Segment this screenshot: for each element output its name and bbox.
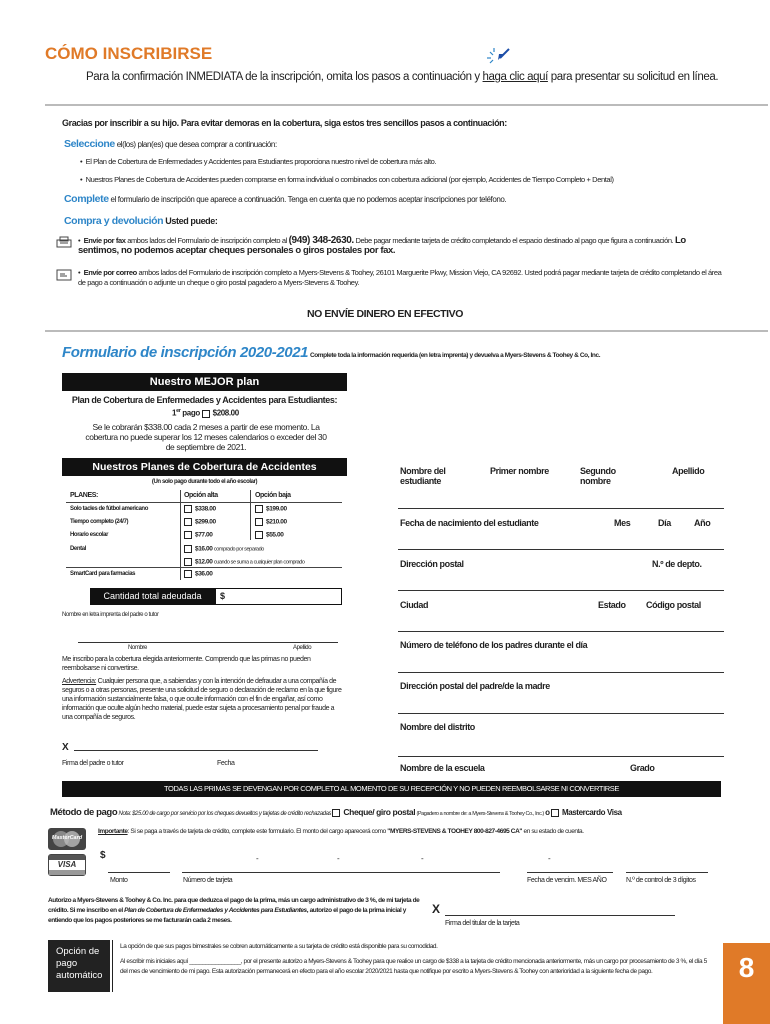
- visa-logo-text: VISA: [57, 860, 77, 869]
- fax-instructions: • Envíe por fax ambos lados del Formulario de inscripción completo al (949) 348-2630. Debe pagar mediante tarjeta de crédito completando el espacio destinado al pago que figura a continuación. Lo sentimos, no podemos aceptar cheques personales o giros postales por fax.: [78, 235, 686, 256]
- divider: [45, 330, 768, 332]
- address-label: Dirección postal: [400, 559, 464, 569]
- col-plans: PLANES:: [70, 492, 98, 499]
- fax-label: Envíe por fax: [83, 236, 126, 245]
- important-text: : Si se paga a través de tarjeta de crédito, complete este formulario. El monto del cargo aparecerá como: [127, 828, 386, 835]
- dental-option-1: [184, 545, 264, 553]
- subtitle-text: Para la confirmación INMEDIATA de la inscripción, omita los pasos a continuación y: [86, 71, 483, 83]
- payment-ordinal-sup: er: [176, 408, 181, 414]
- address-field[interactable]: [398, 590, 724, 591]
- card-number-label: Número de tarjeta: [183, 877, 233, 884]
- plan-row-low: [255, 518, 287, 526]
- fax-text: ambos lados del Formulario de inscripción completo al: [127, 236, 287, 245]
- total-due-input[interactable]: [215, 588, 342, 605]
- second-name-label: Segundo nombre: [580, 466, 616, 486]
- auto-pay-label: Opción de pago automático: [48, 940, 110, 992]
- plan-price: $338.00: [195, 505, 216, 513]
- date-label: Fecha: [217, 760, 235, 767]
- plan-checkbox[interactable]: [255, 531, 263, 539]
- authorize-text-1: Autorizo a Myers-Stevens & Toohey & Co. Inc. para que deduzca el pago de la prima, más un cargo administrativo de 3 %, de mi tarjeta de crédito. Si me inscribo en el: [48, 897, 420, 914]
- form-header: [62, 344, 600, 361]
- bullet-2-text: Nuestros Planes de Cobertura de Accidentes pueden comprarse en forma individual o combinados con cobertura adicional (por ejemplo, Accidentes de Tiempo Completo + Dental): [85, 175, 614, 184]
- fax-text-2: Debe pagar mediante tarjeta de crédito completando el espacio destinado al pago que figura a continuación.: [355, 236, 674, 245]
- col-high: Opción alta: [184, 492, 218, 499]
- plan-price: $210.00: [266, 518, 287, 526]
- best-plan-payment: [172, 408, 239, 418]
- expiry-label: Fecha de vencim. MES AÑO: [527, 877, 607, 884]
- card-x-mark: X: [432, 902, 441, 916]
- warning-label: Advertencia:: [62, 678, 97, 685]
- step-buy-label: Compra y devolución: [64, 215, 164, 227]
- important-label: Importante: [98, 828, 128, 835]
- total-due-label: Cantidad total adeudada: [90, 588, 215, 605]
- zip-label: Código postal: [646, 600, 701, 610]
- authorize-text-2: , autorizo el pago de la prima inicial y entiendo que los pagos posteriores se me facturarán cada 2 meses.: [48, 907, 407, 924]
- payment-label: pago: [182, 408, 200, 418]
- payment-amount: $208.00: [212, 408, 239, 418]
- signature-label: Firma del padre o tutor: [62, 760, 124, 767]
- card-dash: -: [337, 854, 340, 863]
- mail-label: Envíe por correo: [83, 268, 137, 277]
- authorization-text: [48, 896, 430, 926]
- parent-name-field[interactable]: [78, 642, 338, 643]
- plan-row-name: Tiempo completo (24/7): [70, 519, 129, 525]
- payment-method-label: Método de pago: [50, 807, 118, 818]
- smartcard-price: $36.00: [195, 570, 213, 578]
- plan-checkbox[interactable]: [184, 518, 192, 526]
- student-name-label: Nombre del estudiante: [400, 466, 446, 486]
- plan-checkbox[interactable]: [255, 518, 263, 526]
- intro-text: Gracias por inscribir a su hijo. Para evitar demoras en la cobertura, siga estos tres sencillos pasos a continuación:: [62, 118, 507, 128]
- page-number: 8: [738, 952, 755, 983]
- phone-field[interactable]: [398, 672, 724, 673]
- card-checkbox[interactable]: [551, 809, 559, 817]
- plan-row-low: [255, 531, 283, 539]
- refund-notice: TODAS LAS PRIMAS SE DEVENGAN POR COMPLETO AL MOMENTO DE SU RECEPCIÓN Y NO PUEDEN REEMBOLSARSE NI CONVERTIRSE: [62, 781, 721, 797]
- payment-method-note: Nota: $25.00 de cargo por servicio por los cheques devueltos y tarjetas de crédito rechazadas: [118, 811, 332, 817]
- fax-number: (949) 348-2630.: [288, 235, 354, 246]
- district-field[interactable]: [398, 756, 724, 757]
- phone-label: Número de teléfono de los padres durante el día: [400, 640, 588, 650]
- no-cash-notice: NO ENVÍE DINERO EN EFECTIVO: [306, 308, 464, 320]
- dob-label: Fecha de nacimiento del estudiante: [400, 518, 539, 528]
- plan-checkbox[interactable]: [184, 505, 192, 513]
- cardholder-signature-label: Firma del titular de la tarjeta: [445, 920, 520, 927]
- mastercard-label: Mastercard: [561, 808, 601, 817]
- name-label: Nombre: [128, 645, 147, 651]
- step-bullet-2: • Nuestros Planes de Cobertura de Accidentes pueden comprarse en forma individual o combinados con cobertura adicional (por ejemplo, Accidentes de Tiempo Completo + Dental): [80, 175, 614, 184]
- year-label: Año: [694, 518, 711, 528]
- accident-plans-sub: (Un solo pago durante todo el año escolar): [151, 479, 258, 485]
- card-dash: -: [421, 854, 424, 863]
- mail-icon: [56, 269, 72, 281]
- plan-row-high: [184, 518, 216, 526]
- cvv-field[interactable]: [626, 872, 708, 873]
- col-divider: [250, 490, 251, 540]
- dental-label: Dental: [70, 546, 86, 552]
- expiry-dash: -: [548, 854, 551, 863]
- authorize-plan-name: Plan de Cobertura de Enfermedades y Accidentes para Estudiantes: [124, 907, 307, 914]
- amount-field[interactable]: [108, 872, 170, 873]
- plan-checkbox[interactable]: [255, 505, 263, 513]
- district-label: Nombre del distrito: [400, 722, 475, 732]
- step-buy: [64, 215, 218, 227]
- plan-row-high: [184, 531, 212, 539]
- col-low: Opción baja: [255, 492, 291, 499]
- accident-plans-header: Nuestros Planes de Cobertura de Accidentes: [62, 458, 347, 476]
- subtitle-text-end: para presentar su solicitud en línea.: [547, 71, 719, 83]
- visa-label: o Visa: [600, 808, 622, 817]
- auto-pay-line-2: Al escribir mis iniciales aquí ________________, por el presente autorizo a Myers-Stevens & Toohey para que realice un cargo de $338 a la tarjeta de crédito mencionada anteriormente, más un cargo por procesamiento de 3 %, el día 5 del mes de vencimiento de mi pago. Esta autorización permanecerá en efecto para el año escolar 2020/2021 hasta que notifique por escrito a Myers-Stevens & Toohey con anterioridad a la siguiente fecha de pago.: [120, 958, 707, 975]
- student-name-field[interactable]: [398, 508, 724, 509]
- day-label: Día: [658, 518, 671, 528]
- mail-instructions: • Envíe por correo ambos lados del Formulario de inscripción completo a Myers-Stevens & Toohey, 26101 Marguerite Pkwy, Mission Viejo, CA 92692. Usted podrá pagar mediante tarjeta de crédito completando el área de pago a continuación o adjunte un cheque o giro postal pagadero a Myers-Stevens & Toohey.: [78, 268, 722, 287]
- plan-price: $55.00: [266, 531, 284, 539]
- card-number-field[interactable]: [182, 872, 500, 873]
- plan-price: $199.00: [266, 505, 287, 513]
- cvv-label: N.º de control de 3 dígitos: [626, 877, 696, 884]
- form-title: Formulario de inscripción 2020-2021: [62, 344, 309, 361]
- city-label: Ciudad: [400, 600, 429, 610]
- step-buy-text: Usted puede:: [165, 216, 218, 226]
- surname-label: Apellido: [293, 645, 312, 651]
- mail-text: ambos lados del Formulario de inscripción completo a Myers-Stevens & Toohey, 26101 Marguerite Pkwy, Mission Viejo, CA 92692. Usted podrá pagar mediante tarjeta de crédito completando el área de pago a continuación o adjunte un cheque o giro postal pagadero a Myers-Stevens & Toohey.: [78, 268, 722, 287]
- parent-signature-field[interactable]: [74, 750, 318, 751]
- form-instructions: Complete toda la información requerida (en letra imprenta) y devuelva a Myers-Stevens & Toohey & Co, Inc.: [309, 352, 601, 359]
- step-complete: [64, 193, 506, 205]
- best-plan-header: Nuestro MEJOR plan: [62, 373, 347, 391]
- step-select-label: Seleccione: [64, 138, 115, 150]
- check-note: (Pagadero a nombre de: a Myers-Stevens & Toohey Co., Inc.): [416, 811, 544, 817]
- header-subtitle: [86, 71, 718, 83]
- plan-price: $77.00: [195, 531, 213, 539]
- step-bullet-1: • El Plan de Cobertura de Enfermedades y Accidentes para Estudiantes proporciona nuestro nivel de cobertura más alto.: [80, 157, 437, 166]
- dollar-sign: $: [220, 591, 226, 601]
- grade-label: Grado: [630, 763, 655, 773]
- visa-logo: [48, 854, 86, 876]
- table-rule: [66, 502, 342, 503]
- parent-address-field[interactable]: [398, 713, 724, 714]
- divider: [45, 104, 768, 106]
- payment-ordinal: 1: [172, 408, 177, 418]
- parent-address-label: Dirección postal del padre/de la madre: [400, 681, 550, 691]
- plan-row-high: [184, 505, 216, 513]
- best-plan-checkbox[interactable]: [202, 410, 210, 418]
- click-cursor-icon: [484, 46, 512, 68]
- dental-price: $16.00: [195, 545, 213, 553]
- dental-checkbox[interactable]: [184, 545, 192, 553]
- amount-label: Monto: [110, 877, 128, 884]
- page-title: CÓMO INSCRIBIRSE: [45, 44, 213, 63]
- cardholder-signature-field[interactable]: [445, 915, 675, 916]
- month-label: Mes: [614, 518, 631, 528]
- fax-icon: [56, 236, 72, 248]
- bullet-1-text: El Plan de Cobertura de Enfermedades y Accidentes para Estudiantes proporciona nuestro nivel de cobertura más alto.: [85, 157, 437, 166]
- page-number-tab: [723, 943, 770, 1024]
- online-enroll-link[interactable]: haga clic aquí: [482, 71, 548, 83]
- school-label: Nombre de la escuela: [400, 763, 485, 773]
- fax-warning: Lo sentimos, no podemos aceptar cheques personales o giros postales por fax.: [78, 235, 686, 256]
- dental-note: cuando se suma a cualquier plan comprado: [213, 559, 305, 566]
- city-field[interactable]: [398, 631, 724, 632]
- important-end: en su estado de cuenta.: [523, 828, 584, 835]
- smartcard-label: SmartCard para farmacias: [70, 571, 136, 577]
- plan-row-low: [255, 505, 287, 513]
- state-label: Estado: [598, 600, 626, 610]
- payment-method-row: [50, 807, 622, 818]
- mastercard-logo: [48, 828, 86, 850]
- surname-label: Apellido: [672, 466, 705, 476]
- warning-text: [62, 677, 344, 722]
- auto-pay-divider: [112, 940, 113, 992]
- smartcard-checkbox[interactable]: [184, 570, 192, 578]
- plan-row-name: Solo tacles de fútbol americano: [70, 506, 148, 512]
- smartcard-option: [184, 570, 212, 578]
- check-label: Cheque/ giro postal: [343, 807, 416, 817]
- dental-note: comprado por separado: [213, 546, 264, 553]
- plan-row-name: Horario escolar: [70, 532, 109, 538]
- table-rule: [66, 567, 342, 568]
- step-select: [64, 138, 277, 150]
- warning-body: Cualquier persona que, a sabiendas y con la intención de defraudar a una compañía de seguros o a otras personas, presente una solicitud de seguro o declaración de reclamo en la que figure una información sustancialmente falsa, o que oculte información con el fin de engañar, así como información que oculte algún hecho material, puede estar sujeta a procesamiento penal por fraude a una compañía de seguros.: [62, 678, 342, 721]
- expiry-field[interactable]: [527, 872, 613, 873]
- first-name-label: Primer nombre: [490, 466, 549, 476]
- consent-text: Me inscribo para la cobertura elegida anteriormente. Comprendo que las primas no pueden reembolsarse ni convertirse.: [62, 656, 311, 672]
- card-dash: -: [256, 854, 259, 863]
- step-select-text: el(los) plan(es) que desea comprar a continuación:: [116, 140, 277, 149]
- mastercard-logo-text: MasterCard: [51, 835, 83, 841]
- step-complete-label: Complete: [64, 193, 109, 205]
- plan-price: $299.00: [195, 518, 216, 526]
- dental-checkbox[interactable]: [184, 558, 192, 566]
- auto-pay-line-1: La opción de que sus pagos bimestrales se cobren automáticamente a su tarjeta de crédito está disponible para su comodidad.: [120, 943, 438, 950]
- dob-field[interactable]: [398, 549, 724, 550]
- x-mark: X: [62, 742, 69, 753]
- dental-price: $12.00: [195, 558, 213, 566]
- best-plan-name: Plan de Cobertura de Enfermedades y Accidentes para Estudiantes:: [71, 395, 338, 405]
- dental-option-2: [184, 558, 305, 566]
- amount-dollar: $: [100, 850, 106, 861]
- or-text: o: [545, 808, 550, 817]
- plan-checkbox[interactable]: [184, 531, 192, 539]
- important-note: [98, 828, 584, 835]
- check-checkbox[interactable]: [332, 809, 340, 817]
- step-complete-text: el formulario de inscripción que aparece a continuación. Tenga en cuenta que no podemos aceptar inscripciones por teléfono.: [110, 195, 507, 204]
- print-name-label: Nombre en letra imprenta del padre o tutor: [62, 612, 159, 618]
- billing-descriptor: "MYERS-STEVENS & TOOHEY 800-827-4695 CA": [387, 828, 523, 835]
- apt-label: N.º de depto.: [652, 559, 702, 569]
- best-plan-note: Se le cobrarán $338.00 cada 2 meses a partir de ese momento. La cobertura no puede superar los 12 meses calendarios o exceder del 30 de septiembre de 2021.: [85, 422, 327, 452]
